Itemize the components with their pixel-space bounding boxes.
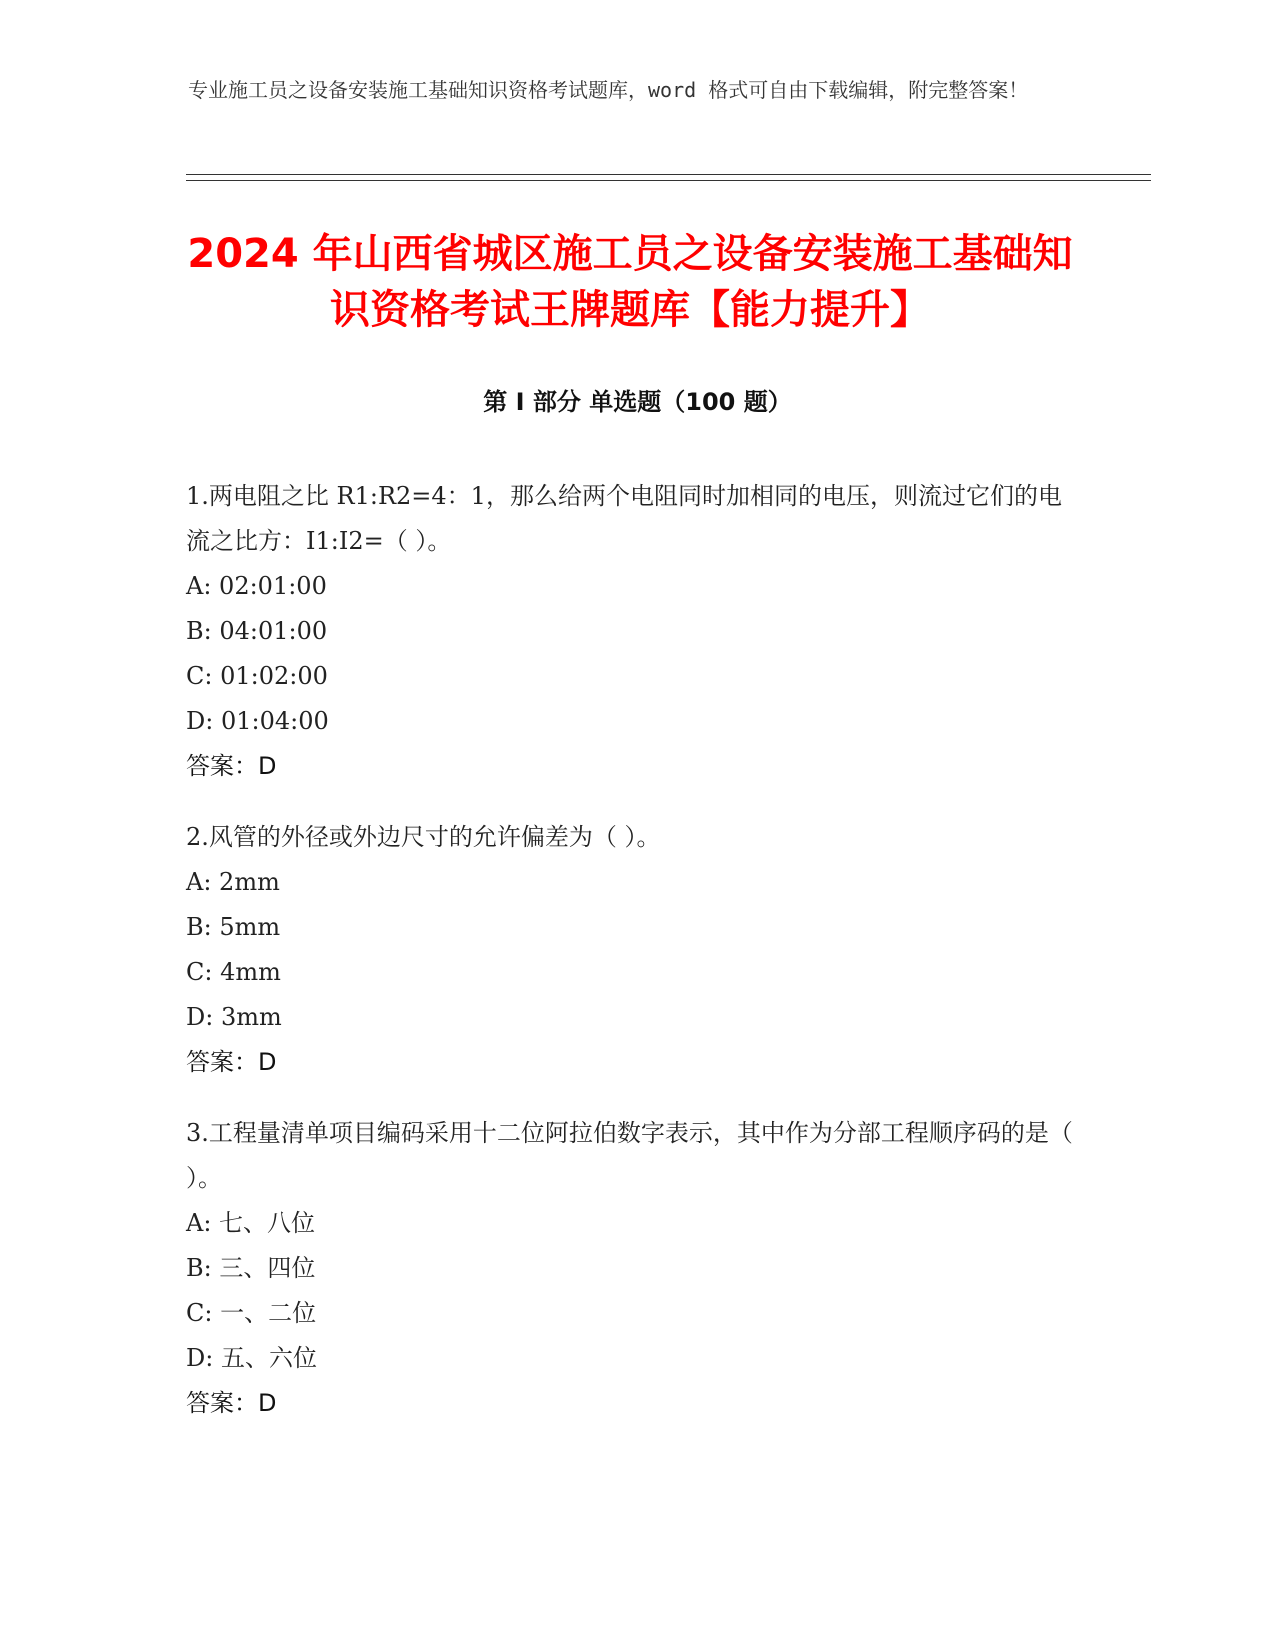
question-2 — [186, 815, 1076, 1085]
section-title: 第 I 部分 单选题（100 题） — [483, 388, 792, 416]
option-c: C: 01:02:00 — [186, 662, 328, 690]
option-c: C: 一、二位 — [186, 1299, 317, 1327]
answer: 答案：D — [186, 1048, 277, 1076]
option-d: D: 五、六位 — [186, 1344, 317, 1372]
header-divider-bottom — [186, 180, 1151, 181]
question-stem: 1.两电阻之比 R1:R2=4：1，那么给两个电阻同时加相同的电压，则流过它们的电流之比方：I1:I2=（ ）。 — [186, 482, 1062, 555]
question-3 — [186, 1111, 1076, 1426]
option-a: A: 02:01:00 — [186, 572, 327, 600]
option-a: A: 2mm — [186, 868, 280, 896]
answer: 答案：D — [186, 1389, 277, 1417]
header-note: 专业施工员之设备安装施工基础知识资格考试题库，word 格式可自由下载编辑，附完整答案！ — [188, 78, 1029, 102]
question-stem: 2.风管的外径或外边尺寸的允许偏差为（ ）。 — [186, 823, 661, 851]
question-1 — [186, 474, 1076, 789]
question-stem: 3.工程量清单项目编码采用十二位阿拉伯数字表示，其中作为分部工程顺序码的是（ ）。 — [186, 1119, 1073, 1192]
document-title: 2024 年山西省城区施工员之设备安装施工基础知识资格考试王牌题库【能力提升】 — [187, 231, 1073, 333]
answer: 答案：D — [186, 752, 277, 780]
header-divider-top — [186, 174, 1151, 175]
option-b: B: 5mm — [186, 913, 281, 941]
option-d: D: 01:04:00 — [186, 707, 329, 735]
option-d: D: 3mm — [186, 1003, 282, 1031]
option-b: B: 04:01:00 — [186, 617, 328, 645]
question-list — [186, 474, 1076, 1452]
option-c: C: 4mm — [186, 958, 281, 986]
option-a: A: 七、八位 — [186, 1209, 316, 1237]
option-b: B: 三、四位 — [186, 1254, 316, 1282]
